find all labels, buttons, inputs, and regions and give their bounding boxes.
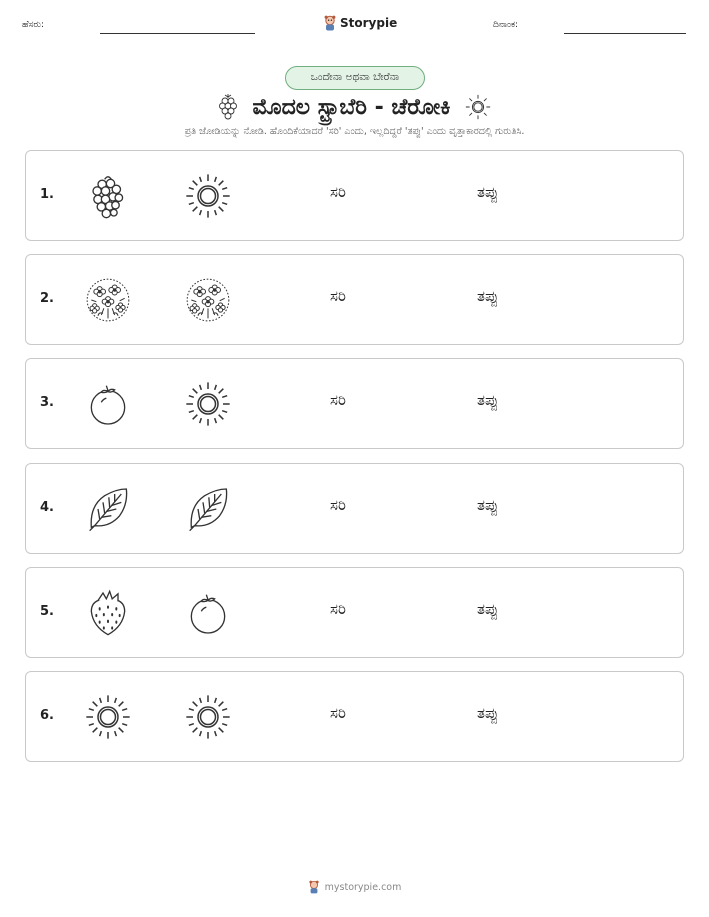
option-correct[interactable]: ಸರಿ xyxy=(330,183,346,201)
flower-bush-icon xyxy=(83,275,133,325)
sun-icon xyxy=(83,692,133,742)
berry-icon xyxy=(217,93,239,121)
question-row xyxy=(25,463,684,554)
question-row xyxy=(25,671,684,762)
footer xyxy=(0,880,709,894)
option-correct[interactable]: ಸರಿ xyxy=(330,287,346,305)
sun-icon xyxy=(464,93,492,121)
instructions: ಪ್ರತಿ ಜೋಡಿಯನ್ನು ನೋಡಿ. ಹೊಂದಿಕೆಯಾದರೆ 'ಸರಿ' ಎಂದು, ಇಲ್ಲದಿದ್ದರೆ 'ತಪ್ಪು' ಎಂದು ವೃತ್ತಾಕಾರದಲ್ಲಿ ಗುರುತಿಸಿ. xyxy=(184,126,525,137)
sun-icon xyxy=(183,171,233,221)
brand-name: Storypie xyxy=(340,16,398,30)
sun-icon xyxy=(183,379,233,429)
option-wrong[interactable]: ತಪ್ಪು xyxy=(477,704,499,722)
option-correct[interactable]: ಸರಿ xyxy=(330,496,346,514)
option-wrong[interactable]: ತಪ್ಪು xyxy=(477,391,499,409)
question-number: 1. xyxy=(40,187,54,202)
sun-icon xyxy=(183,692,233,742)
option-wrong[interactable]: ತಪ್ಪು xyxy=(477,600,499,618)
name-label: ಹೆಸರು: xyxy=(22,20,45,30)
date-label: ದಿನಾಂಕ: xyxy=(493,20,519,30)
activity-badge: ಒಂದೇನಾ ಅಥವಾ ಬೇರೆನಾ xyxy=(285,66,425,90)
option-wrong[interactable]: ತಪ್ಪು xyxy=(477,287,499,305)
question-row xyxy=(25,567,684,658)
leaf-icon xyxy=(83,484,133,534)
question-number: 3. xyxy=(40,395,54,410)
name-line[interactable] xyxy=(100,33,255,34)
option-correct[interactable]: ಸರಿ xyxy=(330,600,346,618)
brand-logo xyxy=(323,14,397,32)
date-line[interactable] xyxy=(564,33,686,34)
leaf-icon xyxy=(183,484,233,534)
round-fruit-icon xyxy=(83,379,133,429)
option-wrong[interactable]: ತಪ್ಪು xyxy=(477,183,499,201)
berry-cluster-icon xyxy=(83,171,133,221)
question-row xyxy=(25,358,684,449)
option-wrong[interactable]: ತಪ್ಪು xyxy=(477,496,499,514)
title-row xyxy=(0,90,709,124)
option-correct[interactable]: ಸರಿ xyxy=(330,704,346,722)
question-row xyxy=(25,254,684,345)
question-number: 5. xyxy=(40,604,54,619)
question-number: 2. xyxy=(40,291,54,306)
page-title: ಮೊದಲ ಸ್ಟ್ರಾಬೆರಿ - ಚೆರೋಕಿ xyxy=(252,94,451,120)
flower-bush-icon xyxy=(183,275,233,325)
mascot-icon xyxy=(323,15,337,31)
option-correct[interactable]: ಸರಿ xyxy=(330,391,346,409)
footer-url: mystorypie.com xyxy=(324,881,402,893)
question-number: 4. xyxy=(40,500,54,515)
question-row xyxy=(25,150,684,241)
round-fruit-icon xyxy=(183,588,233,638)
question-number: 6. xyxy=(40,708,54,723)
strawberry-icon xyxy=(83,588,133,638)
worksheet-header xyxy=(0,14,709,38)
mascot-icon xyxy=(308,880,320,894)
